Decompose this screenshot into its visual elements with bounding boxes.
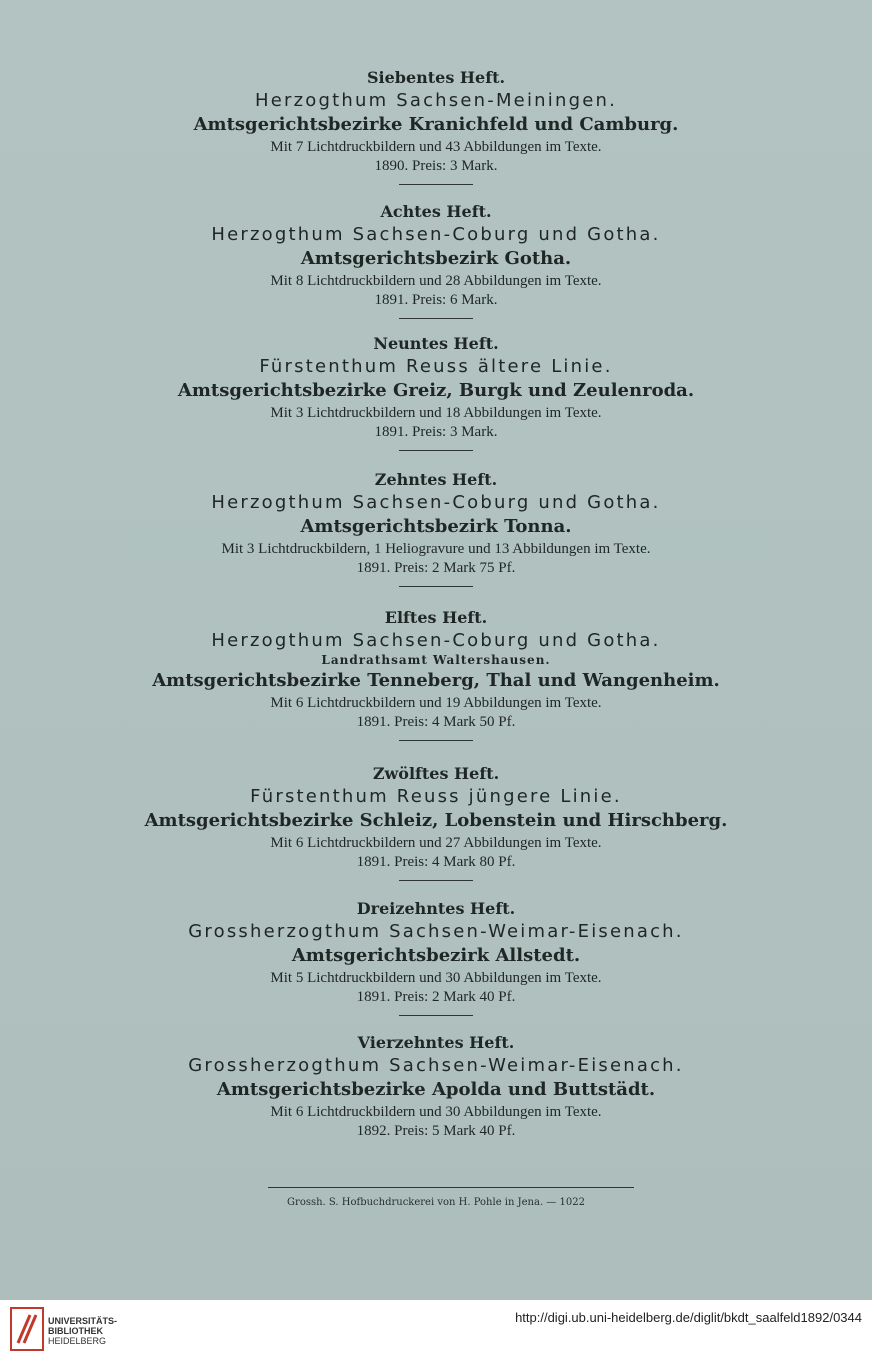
heft-entry — [0, 763, 872, 881]
separator-rule — [399, 586, 473, 587]
illustrations-note: Mit 6 Lichtdruckbildern und 30 Abbildungen im Texte. — [270, 1104, 602, 1120]
heft-title: Neuntes Heft. — [373, 334, 499, 353]
year-price: 1891. Preis: 3 Mark. — [374, 424, 498, 440]
illustrations-note: Mit 6 Lichtdruckbildern und 19 Abbildungen im Texte. — [270, 695, 602, 711]
heft-entry — [0, 469, 872, 587]
year-price: 1891. Preis: 2 Mark 75 Pf. — [356, 560, 516, 576]
illustrations-note: Mit 8 Lichtdruckbildern und 28 Abbildungen im Texte. — [270, 273, 602, 289]
region-name: Herzogthum Sachsen-Coburg und Gotha. — [211, 492, 661, 513]
year-price: 1890. Preis: 3 Mark. — [374, 158, 498, 174]
district-title: Amtsgerichtsbezirk Gotha. — [300, 248, 572, 269]
heft-title: Zwölftes Heft. — [372, 764, 500, 783]
heft-entry — [0, 201, 872, 319]
illustrations-note: Mit 7 Lichtdruckbildern und 43 Abbildungen im Texte. — [270, 139, 602, 155]
year-price: 1891. Preis: 6 Mark. — [374, 292, 498, 308]
separator-rule — [399, 450, 473, 451]
region-name: Herzogthum Sachsen-Coburg und Gotha. — [211, 224, 661, 245]
heft-title: Achtes Heft. — [380, 202, 492, 221]
heft-title: Vierzehntes Heft. — [357, 1033, 515, 1052]
year-price: 1892. Preis: 5 Mark 40 Pf. — [356, 1123, 516, 1139]
illustrations-note: Mit 3 Lichtdruckbildern, 1 Heliogravure und 13 Abbildungen im Texte. — [221, 541, 651, 557]
district-title: Amtsgerichtsbezirke Kranichfeld und Camburg. — [193, 114, 679, 135]
district-title: Amtsgerichtsbezirke Schleiz, Lobenstein und Hirschberg. — [144, 810, 728, 831]
illustrations-note: Mit 6 Lichtdruckbildern und 27 Abbildungen im Texte. — [270, 835, 602, 851]
library-name-line: BIBLIOTHEK — [48, 1326, 103, 1336]
library-name[interactable] — [48, 1316, 117, 1346]
year-price: 1891. Preis: 4 Mark 50 Pf. — [356, 714, 516, 730]
illustrations-note: Mit 5 Lichtdruckbildern und 30 Abbildungen im Texte. — [270, 970, 602, 986]
region-name: Fürstenthum Reuss ältere Linie. — [259, 356, 613, 377]
library-logo-icon[interactable] — [10, 1307, 44, 1351]
separator-rule — [399, 1015, 473, 1016]
heft-entry — [0, 67, 872, 185]
district-title: Amtsgerichtsbezirke Apolda und Buttstädt. — [216, 1079, 656, 1100]
heft-title: Siebentes Heft. — [366, 68, 506, 87]
region-name: Fürstenthum Reuss jüngere Linie. — [250, 786, 622, 807]
heft-title: Dreizehntes Heft. — [356, 899, 516, 918]
illustrations-note: Mit 3 Lichtdruckbildern und 18 Abbildungen im Texte. — [270, 405, 602, 421]
source-url-link[interactable]: http://digi.ub.uni-heidelberg.de/diglit/bkdt_saalfeld1892/0344 — [515, 1310, 862, 1325]
printer-imprint: Grossh. S. Hofbuchdruckerei von H. Pohle in Jena. — 1022 — [287, 1197, 585, 1208]
year-price: 1891. Preis: 4 Mark 80 Pf. — [356, 854, 516, 870]
heft-title: Zehntes Heft. — [374, 470, 498, 489]
library-name-line: HEIDELBERG — [48, 1336, 107, 1346]
heft-entry — [0, 333, 872, 451]
district-title: Amtsgerichtsbezirke Tenneberg, Thal und Wangenheim. — [152, 670, 720, 691]
district-title: Amtsgerichtsbezirk Allstedt. — [291, 945, 581, 966]
office-subtitle: Landrathsamt Waltershausen. — [321, 653, 551, 667]
region-name: Grossherzogthum Sachsen-Weimar-Eisenach. — [188, 1055, 684, 1076]
region-name: Grossherzogthum Sachsen-Weimar-Eisenach. — [188, 921, 684, 942]
separator-rule — [399, 740, 473, 741]
heft-entry — [0, 607, 872, 741]
district-title: Amtsgerichtsbezirke Greiz, Burgk und Zeulenroda. — [177, 380, 695, 401]
region-name: Herzogthum Sachsen-Meiningen. — [255, 90, 617, 111]
separator-rule — [399, 880, 473, 881]
separator-rule — [399, 184, 473, 185]
library-name-line: UNIVERSITÄTS- — [48, 1316, 118, 1326]
region-name: Herzogthum Sachsen-Coburg und Gotha. — [211, 630, 661, 651]
heft-entry — [0, 898, 872, 1016]
year-price: 1891. Preis: 2 Mark 40 Pf. — [356, 989, 516, 1005]
district-title: Amtsgerichtsbezirk Tonna. — [300, 516, 572, 537]
footer-rule — [268, 1187, 634, 1188]
heft-entry — [0, 1032, 872, 1141]
heft-title: Elftes Heft. — [384, 608, 488, 627]
separator-rule — [399, 318, 473, 319]
